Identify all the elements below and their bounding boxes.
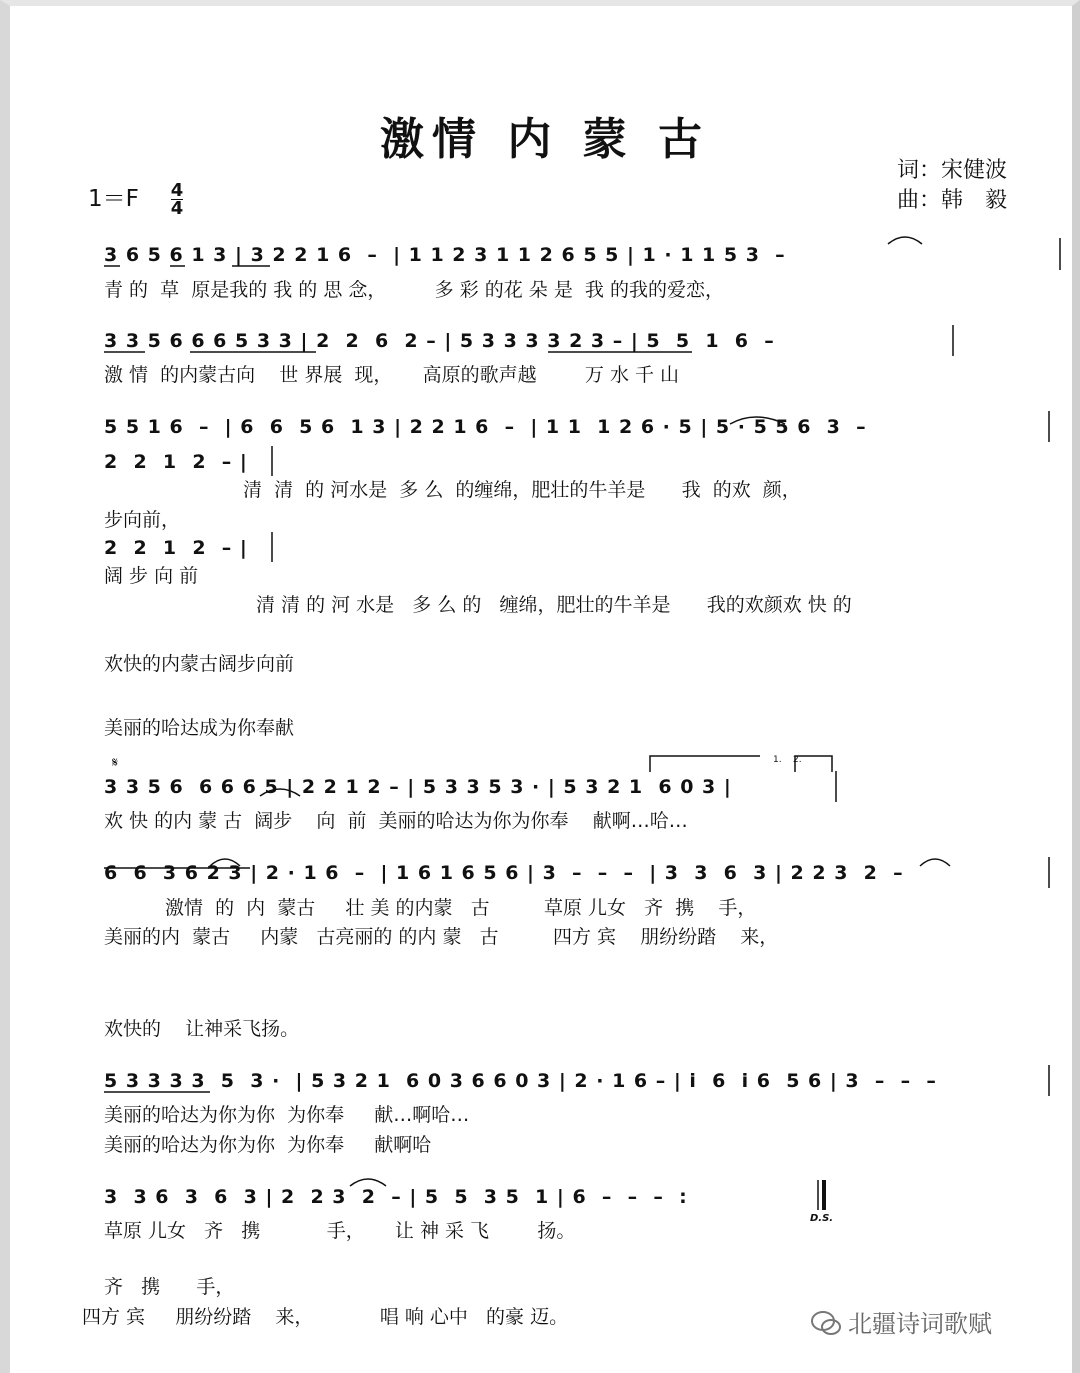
meter-bottom: 4 — [170, 198, 184, 219]
slur — [350, 1179, 386, 1186]
slur — [920, 859, 950, 866]
text-line-3: 欢快的 让神采飞扬。 — [104, 1018, 300, 1040]
lyric-line-7: 欢 快 的内 蒙 古 阔步 向 前 美丽的哈达为你为你奉 献啊…哈… — [104, 810, 688, 832]
lyric-line-8: 激情 的 内 蒙古 壮 美 的内蒙 古 草原 儿女 齐 携 手， — [165, 897, 757, 919]
lyric-line-9: 美丽的内 蒙古 内蒙 古亮丽的 的内 蒙 古 四方 宾 朋纷纷踏 来， — [104, 926, 779, 948]
volta-label: 1. 2. — [773, 755, 802, 765]
lyricist-credit: 词：宋健波 — [897, 158, 1008, 183]
text-line-2: 美丽的哈达成为你奉献 — [104, 717, 295, 739]
text-line-5: 四方 宾 朋纷纷踏 来， 唱 响 心中 的豪 迈。 — [82, 1306, 569, 1328]
notation-line-4: 2 2 1 2 – | — [104, 451, 248, 473]
notation-line-9: 3 3 6 3 6 3 | 2 2 3 2 – | 5 5 3 5 1 | 6 – – – : — [104, 1186, 688, 1208]
notation-line-3: 5 5 1 6 – | 6 6 5 6 1 3 | 2 2 1 6 – | 1 1 1 2 6 · 5 | 5 · 5 5 6 3 – — [104, 416, 867, 438]
slur — [210, 859, 240, 866]
lyric-line-12: 草原 儿女 齐 携 手， 让 神 采 飞 扬。 — [104, 1220, 576, 1242]
meter-top: 4 — [170, 180, 184, 201]
lyric-line-10: 美丽的哈达为你为你 为你奉 献…啊哈… — [104, 1104, 470, 1126]
slur — [260, 789, 300, 796]
song-title: 激情 内 蒙 古 — [380, 114, 710, 165]
wechat-logo-icon — [810, 1308, 842, 1338]
segno-sign: 𝄋 — [112, 755, 119, 771]
key-signature: 1＝F — [88, 186, 139, 212]
notation-line-2: 3 3 5 6 6 6 5 3 3 | 2 2 6 2 – | 5 3 3 3 3 2 3 – | 5 5 1 6 – — [104, 330, 775, 352]
composer-credit: 曲：韩 毅 — [897, 188, 1008, 213]
notation-line-5: 2 2 1 2 – | — [104, 537, 248, 559]
lyric-line-1: 青 的 草 原是我的 我 的 思 念， 多 彩 的花 朵 是 我 的我的爱恋， — [104, 279, 724, 301]
text-line-1: 欢快的内蒙古阔步向前 — [104, 653, 295, 675]
notation-line-1: 3 6 5 6 1 3 | 3 2 2 1 6 – | 1 1 2 3 1 1 2 6 5 5 | 1 · 1 1 5 3 – — [104, 244, 786, 266]
watermark: 北疆诗词歌赋 — [848, 1310, 992, 1338]
lyric-line-6: 清 清 的 河 水是 多 么 的 缠绵，肥壮的牛羊是 我的欢颜欢 快 的 — [256, 594, 852, 616]
lyric-line-5: 阔 步 向 前 — [104, 565, 199, 587]
lyric-line-3: 清 清 的 河水是 多 么 的缠绵，肥壮的牛羊是 我 的欢 颜， — [243, 479, 801, 501]
text-line-4: 齐 携 手， — [104, 1276, 235, 1298]
lyric-line-11: 美丽的哈达为你为你 为你奉 献啊哈 — [104, 1134, 432, 1156]
volta-bracket-1 — [650, 756, 760, 772]
notation-line-8: 5 3 3 3 3 5 3 · | 5 3 2 1 6 0 3 6 6 0 3 | 2 · 1 6 – | i 6 i 6 5 6 | 3 – – – — [104, 1070, 937, 1092]
slur — [888, 237, 922, 244]
lyric-line-4: 步向前， — [104, 509, 181, 531]
notation-line-7: 6 6 3 6 2 3 | 2 · 1 6 – | 1 6 1 6 5 6 | 3 – – – | 3 3 6 3 | 2 2 3 2 – — [104, 862, 904, 884]
ds-mark: D.S. — [810, 1213, 834, 1224]
notation-line-6: 3 3 5 6 6 6 6 5 | 2 2 1 2 – | 5 3 3 5 3 · | 5 3 2 1 6 0 3 | — [104, 776, 732, 798]
slur — [730, 417, 785, 424]
lyric-line-2: 激 情 的内蒙古向 世 界展 现， 高原的歌声越 万 水 千 山 — [104, 364, 680, 386]
volta-bracket-2 — [795, 756, 832, 772]
